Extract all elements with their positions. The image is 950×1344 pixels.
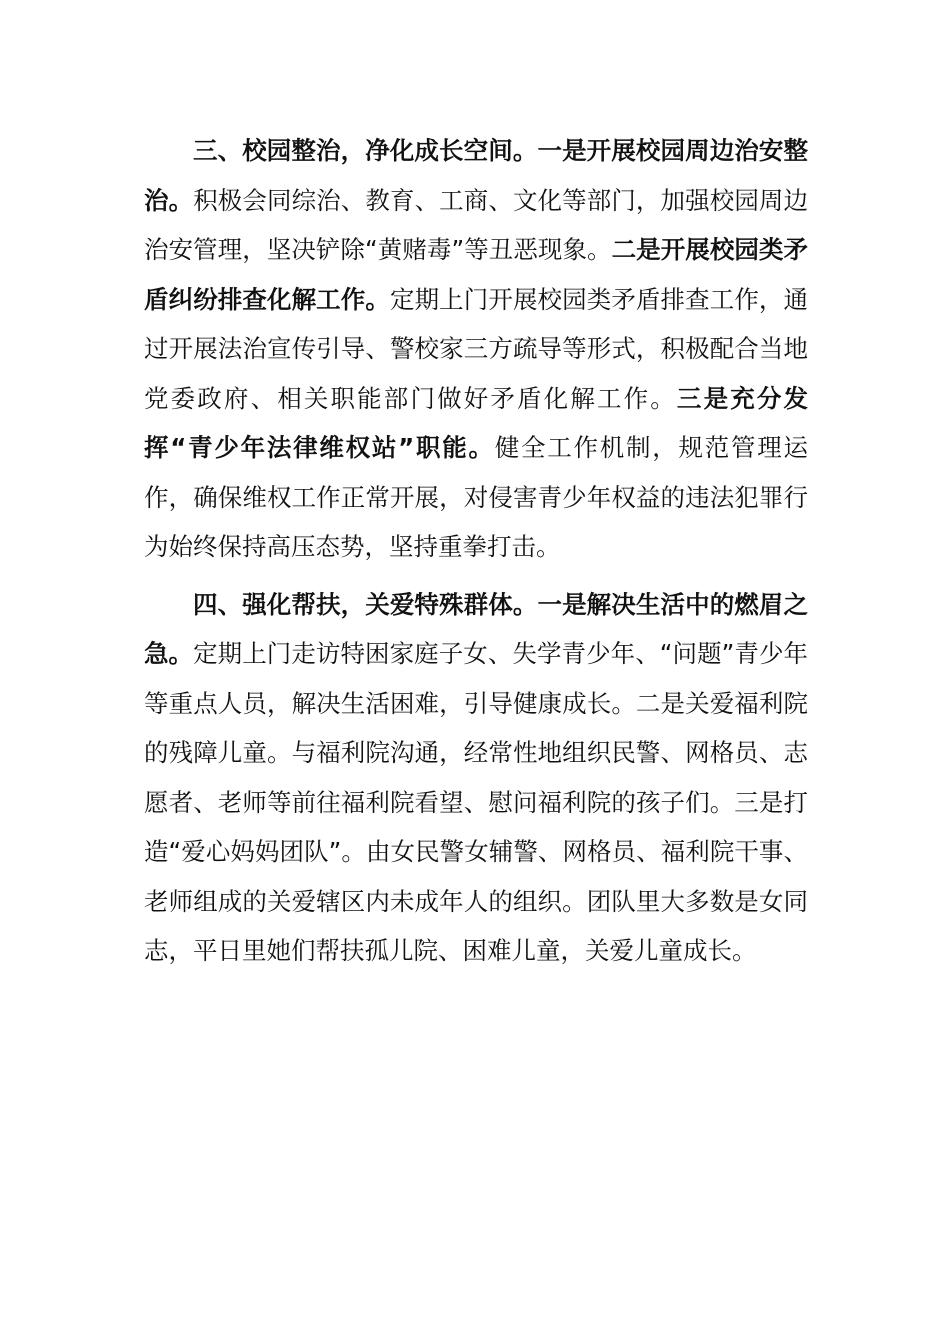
item-text: 定期上门走访特困家庭子女、失学青少年、“问题”青少年等重点人员，解决生活困难，引导健康成长。二是关爱福利院的残障儿童。与福利院沟通，经常性地组织民警、网格员、志愿者、老师等前往福利院看望、慰问福利院的孩子们。三是打造“爱心妈妈团队”。由女民警女辅警、网格员、福利院干事、老师组成的关爱辖区内未成年人的组织。团队里大多数是女同志，平日里她们帮扶孤儿院、困难儿童，关爱儿童成长。	[144, 639, 808, 965]
item-text: 定期上门开展校园类矛盾排查工作，通过开展法治宣传引导、警校家三方疏导等形式，积极配合当地党委政府、相关职能部门做好矛盾化解工作。	[144, 284, 809, 413]
item-heading: 一是解决生活中的燃眉之急。	[144, 589, 809, 668]
section-heading: 四、强化帮扶，关爱特殊群体。	[193, 589, 538, 619]
item-text: 健全工作机制，规范管理运作，确保维权工作正常开展，对侵害青少年权益的违法犯罪行为始终保持高压态势，坚持重拳打击。	[144, 433, 809, 561]
document-body	[144, 126, 808, 976]
section-heading: 三、校园整治，净化成长空间。	[193, 136, 538, 165]
item-text: 积极会同综治、教育、工商、文化等部门，加强校园周边治安管理，坚决铲除“黄赌毒”等丑恶现象。	[144, 185, 809, 264]
item-heading: 三是充分发挥“青少年法律维权站”职能。	[144, 383, 809, 462]
paragraph-campus-rectification	[144, 126, 808, 572]
item-heading: 二是开展校园类矛盾纠纷排查化解工作。	[144, 235, 808, 314]
item-heading: 一是开展校园周边治安整治。	[144, 136, 809, 215]
paragraph-special-groups	[144, 580, 808, 976]
